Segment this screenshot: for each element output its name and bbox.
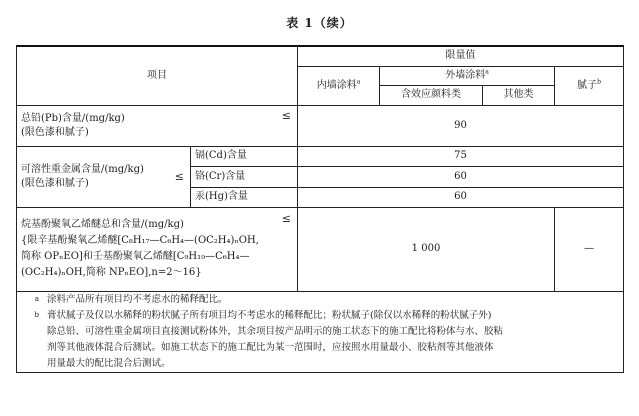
leq-symbol: ≤ [281, 211, 291, 225]
footnotes [17, 291, 624, 372]
header-item: 项目 [17, 46, 298, 105]
header-other: 其他类 [483, 85, 555, 105]
header-effect-pigment: 含效应颜料类 [380, 85, 483, 105]
footnotes-row [17, 291, 624, 372]
footnote-b: b 膏状腻子及仅以水稀释的粉状腻子所有项目均不考虑水的稀释配比；粉状腻子(除仅以水稀释的粉状腻子外) 除总铅、可溶性重金属项目直接测试粉体外，其余项目按产品明示的施工状态下的施工配比将粉体与水、胶粘 剂等其他液体混合后测试。如施工状态下的施工配比为某一范围时，应按照水用量最小、胶粘剂等其他液体 用量最大的配比混合后测试。 [34, 309, 504, 369]
cadmium-label: 镉(Cd)含量 [191, 146, 298, 166]
apeo-value: 1 000 [298, 207, 555, 291]
chromium-value: 60 [298, 166, 624, 187]
lead-value: 90 [298, 105, 624, 146]
header-putty: 腻子$^b$ [555, 66, 624, 105]
lead-label: 总铅(Pb)含量/(mg/kg) (限色漆和腻子) ≤ [17, 105, 298, 146]
leq-symbol: ≤ [174, 169, 184, 183]
apeo-putty-value: — [555, 207, 624, 291]
mercury-value: 60 [298, 187, 624, 207]
heavy-metal-label: 可溶性重金属含量/(mg/kg) (限色漆和腻子) ≤ [17, 146, 191, 207]
apeo-label: 烷基酚聚氧乙烯醚总和含量/(mg/kg) {限辛基酚聚氧乙烯醚[C₈H₁₇—C₆H₄—(OC₂H₄)ₙOH, 简称 OPₙEO]和壬基酚聚氧乙烯醚[C₉H₁₉—C₆H₄— (OC₂H₄)ₙOH,简称 NPₙEO],n=2～16} ≤ [17, 207, 298, 291]
limits-table [16, 45, 624, 373]
header-limit: 限量值 [298, 46, 624, 66]
mercury-label: 汞(Hg)含量 [191, 187, 298, 207]
table-title: 表 1（续） [286, 16, 353, 30]
chromium-label: 铬(Cr)含量 [191, 166, 298, 187]
cadmium-value: 75 [298, 146, 624, 166]
header-exterior: 外墙涂料$^a$ [380, 66, 555, 85]
row-apeo [17, 207, 624, 291]
row-cadmium [17, 146, 624, 166]
header-row-1 [17, 46, 624, 66]
leq-symbol: ≤ [281, 108, 291, 122]
header-interior: 内墙涂料$^a$ [298, 66, 380, 105]
footnote-a: a 涂料产品所有项目均不考虑水的稀释配比。 [34, 293, 228, 305]
row-total-lead [17, 105, 624, 146]
